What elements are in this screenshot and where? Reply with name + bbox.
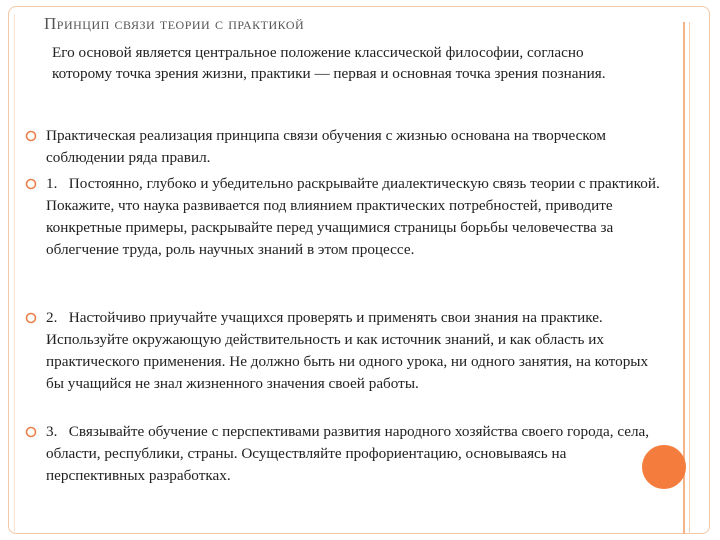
slide-title: Принцип связи теории с практикой bbox=[44, 14, 305, 33]
ring-bullet-icon bbox=[24, 129, 38, 143]
bullet-text: Практическая реализация принципа связи обучения с жизнью основана на творческом соблюдении ряда правил. bbox=[46, 127, 606, 166]
left-decorative-rule bbox=[14, 14, 15, 534]
bullet-text: 1. Постоянно, глубоко и убедительно раскрывайте диалектическую связь теории с практикой. Покажите, что наука развивается под влиянием практических потребностей, приводите конкретные примеры, раскрывайте перед учащимися страницы борьбы человечества за облегчение труда, роль научных знаний в этом процессе. bbox=[46, 175, 660, 258]
ring-bullet-icon bbox=[24, 425, 38, 439]
ring-bullet-icon bbox=[24, 311, 38, 325]
ring-bullet-icon bbox=[24, 177, 38, 191]
right-decorative-rule-thin bbox=[689, 22, 690, 534]
bullet-text: 3. Связывайте обучение с перспективами развития народного хозяйства своего города, села, области, республики, страны. Осуществляйте профориентацию, основываясь на перспективных разработках. bbox=[46, 423, 650, 484]
bullet-text: 2. Настойчиво приучайте учащихся проверять и применять свои знания на практике. Используйте окружающую действительность и как источник знаний, и как область их практического применения. Не должно быть ни одного урока, ни одного занятия, на которых бы учащийся не знал жизненного значения своей работы. bbox=[46, 309, 649, 392]
decorative-orange-circle bbox=[642, 445, 686, 489]
intro-paragraph: Его основой является центральное положение классической философии, согласно которому точка зрения жизни, практики — первая и основная точка зрения познания. bbox=[52, 44, 606, 82]
